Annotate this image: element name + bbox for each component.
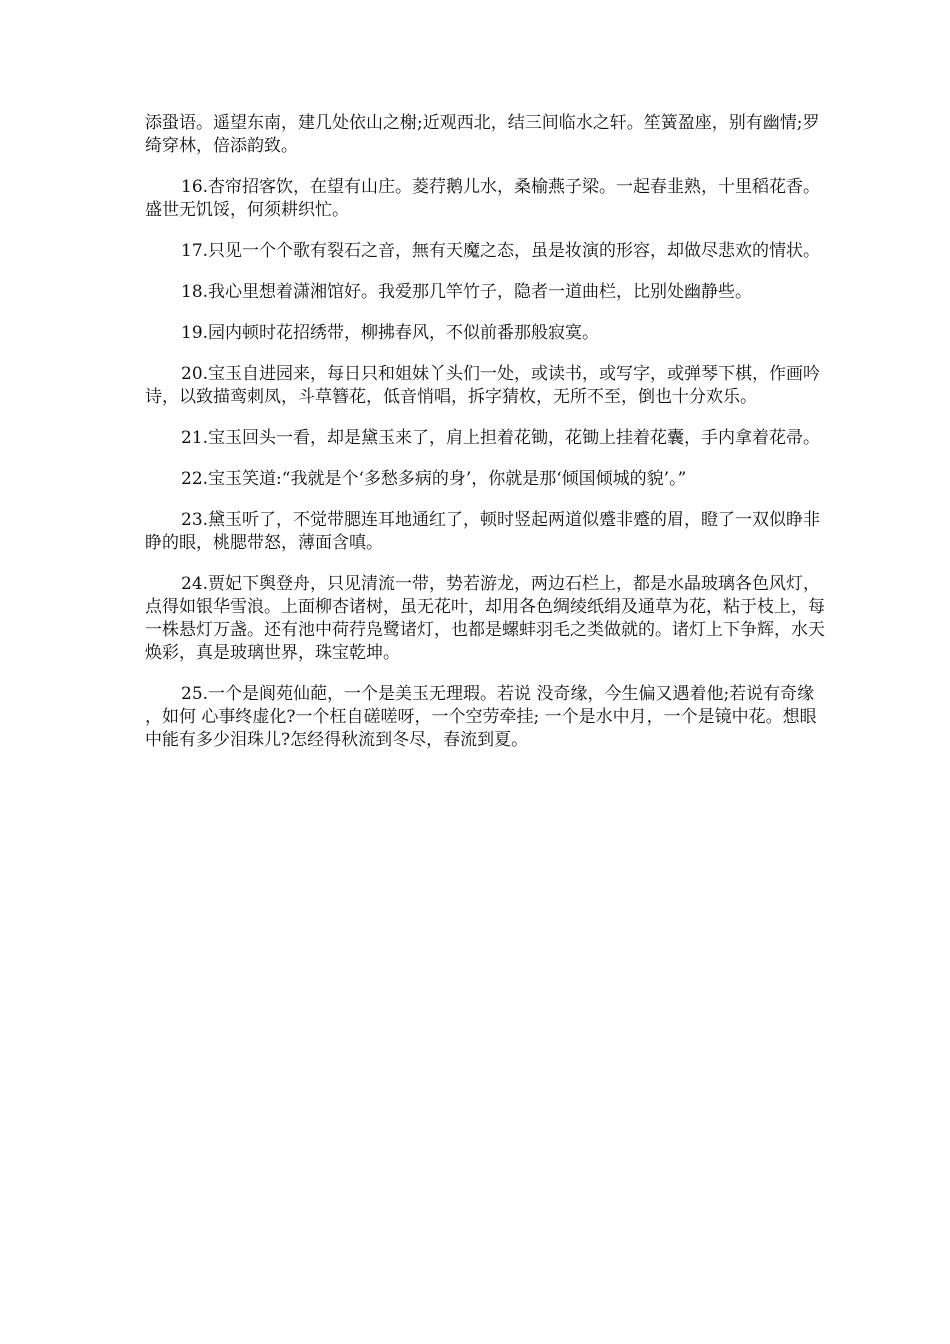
paragraph-23: 23.黛玉听了，不觉带腮连耳地通红了，顿时竖起两道似蹙非蹙的眉，瞪了一双似睁非睁的眼，桃腮带怒，薄面含嗔。 (145, 510, 821, 553)
paragraph-24: 24.贾妃下舆登舟，只见清流一带，势若游龙，两边石栏上，都是水晶玻璃各色风灯，点得如银华雪浪。上面柳杏诸树，虽无花叶，却用各色绸绫纸绢及通草为花，粘于枝上，每一株悬灯万盏。还有池中荷荇凫鹭诸灯，也都是螺蚌羽毛之类做就的。诸灯上下争辉，水天焕彩，真是玻璃世界，珠宝乾坤。 (145, 574, 825, 663)
paragraph-22: 22.宝玉笑道:“我就是个‘多愁多病的身’，你就是那‘倾国倾城的貌’。” (181, 469, 687, 489)
document-body (145, 112, 825, 770)
paragraph-16: 16.杏帘招客饮，在望有山庄。菱荇鹅儿水，桑榆燕子梁。一起春韭熟，十里稻花香。盛世无饥馁，何须耕织忙。 (145, 177, 821, 220)
paragraph-25: 25.一个是阆苑仙葩，一个是美玉无理瑕。若说 没奇缘，今生偏又遇着他;若说有奇缘，如何 心事终虚化?一个枉自磋嗟呀，一个空劳牵挂; 一个是水中月，一个是镜中花。想眼中能有多少泪珠儿?怎经得秋流到冬尽，春流到夏。 (145, 684, 817, 750)
paragraph-17: 17.只见一个个歌有裂石之音，無有天魔之态，虽是妆演的形容，却做尽悲欢的情状。 (181, 241, 821, 261)
paragraph-continuation: 添蛩语。遥望东南，建几处依山之榭;近观西北，结三间临水之轩。笙簧盈座，别有幽情;罗绮穿林，倍添韵致。 (145, 113, 820, 156)
paragraph-19: 19.园内顿时花招绣带，柳拂春风，不似前番那般寂寞。 (181, 323, 600, 343)
paragraph-20: 20.宝玉自进园来，每日只和姐妹丫头们一处，或读书，或写字，或弹琴下棋，作画吟诗，以致描鸾刺凤，斗草簪花，低音悄唱，拆字猜枚，无所不至，倒也十分欢乐。 (145, 364, 821, 407)
paragraph-18: 18.我心里想着潇湘馆好。我爱那几竿竹子，隐者一道曲栏，比别处幽静些。 (181, 282, 753, 302)
paragraph-21: 21.宝玉回头一看，却是黛玉来了，肩上担着花锄，花锄上挂着花囊，手内拿着花帚。 (181, 428, 821, 448)
